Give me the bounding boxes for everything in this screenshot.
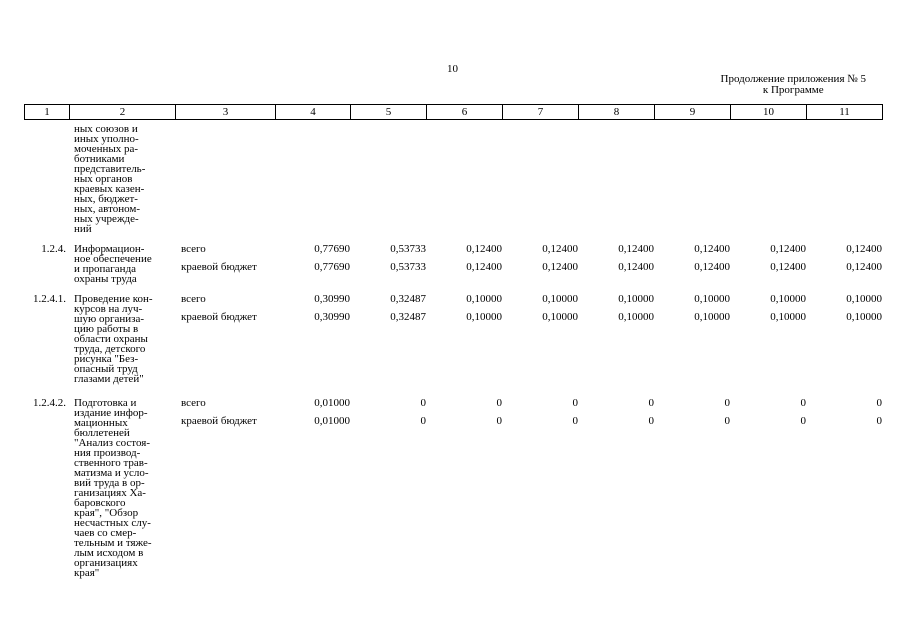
appendix-note-line-1: Продолжение приложения № 5 xyxy=(720,73,866,85)
header-col-6: 6 xyxy=(427,105,503,120)
description-line: ных, автоном- xyxy=(74,203,141,215)
value-col-9: 0,12400 xyxy=(694,243,730,255)
appendix-note-line-2: к Программе xyxy=(762,84,824,96)
description-line: охраны труда xyxy=(74,273,137,285)
value-col-5: 0,32487 xyxy=(390,293,426,305)
value-col-8: 0 xyxy=(648,397,654,409)
funding-source-label: всего xyxy=(181,243,206,255)
value-col-4: 0,77690 xyxy=(314,243,350,255)
value-col-11: 0,12400 xyxy=(846,243,882,255)
description-line: области охраны xyxy=(74,333,148,345)
description-line: ное обеспечение xyxy=(74,253,152,265)
row-code: 1.2.4.1. xyxy=(33,293,66,305)
description-line: Проведение кон- xyxy=(74,293,153,305)
value-col-9: 0 xyxy=(724,397,730,409)
value-col-8: 0,12400 xyxy=(618,261,654,273)
value-col-6: 0 xyxy=(496,397,502,409)
row-description xyxy=(74,124,176,234)
description-line: организациях xyxy=(74,557,138,569)
funding-total-row xyxy=(24,398,882,410)
value-col-9: 0,12400 xyxy=(694,261,730,273)
value-col-5: 0 xyxy=(420,415,426,427)
funding-source-label: краевой бюджет xyxy=(181,311,257,323)
description-line: края" xyxy=(74,567,100,579)
description-line: моченных ра- xyxy=(74,143,139,155)
value-col-9: 0,10000 xyxy=(694,311,730,323)
funding-regional-budget-row xyxy=(24,262,882,274)
description-line: краевых казен- xyxy=(74,183,145,195)
value-col-7: 0,10000 xyxy=(542,311,578,323)
header-col-2: 2 xyxy=(70,105,176,120)
funding-regional-budget-row xyxy=(24,312,882,324)
description-line: мационных xyxy=(74,417,128,429)
row-description xyxy=(74,294,176,384)
value-col-6: 0 xyxy=(496,415,502,427)
description-line: лым исходом в xyxy=(74,547,144,559)
description-line: иных уполно- xyxy=(74,133,139,145)
value-col-4: 0,77690 xyxy=(314,261,350,273)
description-line: ных союзов и xyxy=(74,123,138,135)
description-line: баровского xyxy=(74,497,126,509)
header-col-10: 10 xyxy=(731,105,807,120)
description-line: матизма и усло- xyxy=(74,467,149,479)
description-line: несчастных слу- xyxy=(74,517,151,529)
value-col-4: 0,30990 xyxy=(314,311,350,323)
description-line: ганизациях Ха- xyxy=(74,487,146,499)
description-line: чаев со смер- xyxy=(74,527,137,539)
value-col-5: 0,53733 xyxy=(390,243,426,255)
description-line: вий труда в ор- xyxy=(74,477,145,489)
value-col-5: 0,53733 xyxy=(390,261,426,273)
funding-total-row xyxy=(24,294,882,306)
description-line: рисунка "Без- xyxy=(74,353,139,365)
value-col-11: 0,10000 xyxy=(846,293,882,305)
description-line: "Анализ состоя- xyxy=(74,437,150,449)
description-line: глазами детей" xyxy=(74,373,144,385)
description-line: Информацион- xyxy=(74,243,145,255)
funding-total-row xyxy=(24,244,882,256)
header-col-3: 3 xyxy=(176,105,276,120)
value-col-11: 0,12400 xyxy=(846,261,882,273)
value-col-6: 0,10000 xyxy=(466,311,502,323)
description-line: опасный труд xyxy=(74,363,138,375)
description-line: курсов на луч- xyxy=(74,303,143,315)
header-col-7: 7 xyxy=(503,105,579,120)
description-line: края", "Обзор xyxy=(74,507,139,519)
description-line: ния производ- xyxy=(74,447,141,459)
description-line: тельным и тяже- xyxy=(74,537,152,549)
value-col-11: 0 xyxy=(876,415,882,427)
description-line: цию работы в xyxy=(74,323,139,335)
value-col-10: 0 xyxy=(800,397,806,409)
header-col-11: 11 xyxy=(807,105,883,120)
value-col-11: 0,10000 xyxy=(846,311,882,323)
value-col-9: 0,10000 xyxy=(694,293,730,305)
value-col-4: 0,01000 xyxy=(314,415,350,427)
description-line: труда, детского xyxy=(74,343,146,355)
value-col-6: 0,10000 xyxy=(466,293,502,305)
description-line: ных, бюджет- xyxy=(74,193,138,205)
funding-regional-budget-row xyxy=(24,416,882,428)
value-col-5: 0,32487 xyxy=(390,311,426,323)
funding-source-label: всего xyxy=(181,397,206,409)
value-col-8: 0,10000 xyxy=(618,293,654,305)
value-col-8: 0,10000 xyxy=(618,311,654,323)
description-line: шую организа- xyxy=(74,313,144,325)
header-col-8: 8 xyxy=(579,105,655,120)
value-col-9: 0 xyxy=(724,415,730,427)
description-line: ных учрежде- xyxy=(74,213,139,225)
value-col-10: 0,10000 xyxy=(770,311,806,323)
header-col-9: 9 xyxy=(655,105,731,120)
value-col-10: 0,12400 xyxy=(770,243,806,255)
description-line: бюллетеней xyxy=(74,427,130,439)
value-col-7: 0 xyxy=(572,415,578,427)
value-col-4: 0,01000 xyxy=(314,397,350,409)
value-col-8: 0 xyxy=(648,415,654,427)
header-col-1: 1 xyxy=(25,105,70,120)
description-line: Подготовка и xyxy=(74,397,137,409)
row-code: 1.2.4.2. xyxy=(33,397,66,409)
value-col-7: 0,12400 xyxy=(542,261,578,273)
value-col-7: 0,12400 xyxy=(542,243,578,255)
description-line: издание инфор- xyxy=(74,407,148,419)
value-col-4: 0,30990 xyxy=(314,293,350,305)
value-col-5: 0 xyxy=(420,397,426,409)
value-col-7: 0,10000 xyxy=(542,293,578,305)
value-col-10: 0,12400 xyxy=(770,261,806,273)
column-number-header xyxy=(24,104,883,120)
funding-source-label: всего xyxy=(181,293,206,305)
description-line: ных органов xyxy=(74,173,133,185)
value-col-6: 0,12400 xyxy=(466,243,502,255)
description-line: и пропаганда xyxy=(74,263,137,275)
value-col-11: 0 xyxy=(876,397,882,409)
value-col-10: 0 xyxy=(800,415,806,427)
header-col-4: 4 xyxy=(276,105,351,120)
description-line: ственного трав- xyxy=(74,457,148,469)
description-line: ний xyxy=(74,223,92,235)
funding-source-label: краевой бюджет xyxy=(181,261,257,273)
value-col-8: 0,12400 xyxy=(618,243,654,255)
description-line: ботниками xyxy=(74,153,125,165)
funding-source-label: краевой бюджет xyxy=(181,415,257,427)
value-col-6: 0,12400 xyxy=(466,261,502,273)
row-code: 1.2.4. xyxy=(41,243,66,255)
value-col-10: 0,10000 xyxy=(770,293,806,305)
header-col-5: 5 xyxy=(351,105,427,120)
page-number: 10 xyxy=(447,63,458,75)
value-col-7: 0 xyxy=(572,397,578,409)
description-line: представитель- xyxy=(74,163,146,175)
appendix-note xyxy=(721,74,866,96)
